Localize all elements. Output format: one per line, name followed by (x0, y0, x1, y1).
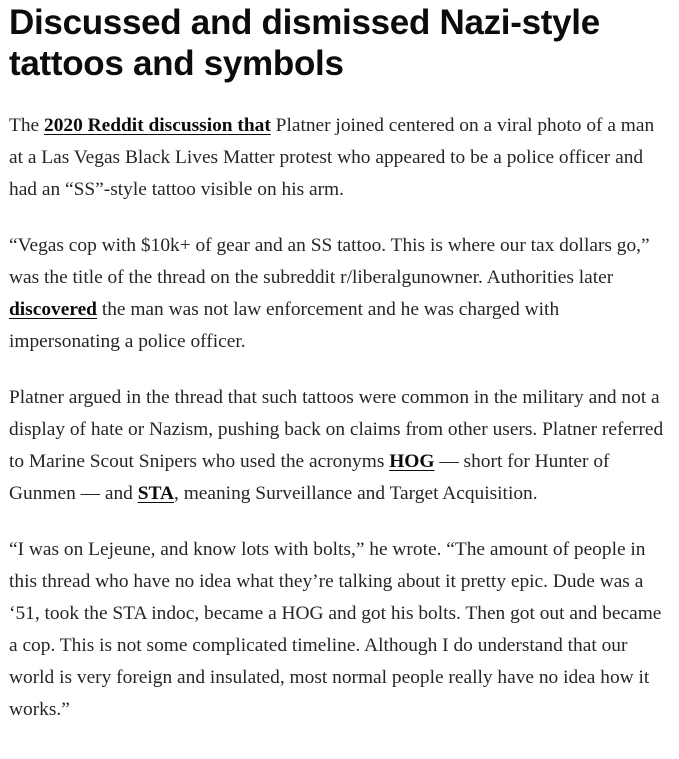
paragraph-text: the man was not law enforcement and he was charged with impersonating a police officer. (9, 299, 560, 352)
paragraph-text: , meaning Surveillance and Target Acquisition. (174, 483, 538, 504)
paragraph-text: “Vegas cop with $10k+ of gear and an SS tattoo. This is where our tax dollars go,” was the title of the thread on the subreddit r/liberalgunowner. Authorities later (9, 235, 650, 288)
paragraph-text: Platner argued in the thread that such tattoos were common in the military and not a display of hate or Nazism, pushing back on claims from other users. Platner referred to Marine Scout Snipers who used the acronyms (9, 387, 664, 472)
hog-link[interactable]: HOG (389, 451, 435, 472)
section-headline: Discussed and dismissed Nazi-style tattoos and symbols (9, 3, 600, 83)
paragraph-text: — short for Hunter of Gunmen — and (9, 451, 610, 504)
reddit-discussion-link[interactable]: 2020 Reddit discussion that (44, 115, 271, 136)
sta-link[interactable]: STA (137, 483, 174, 504)
paragraph-4 (9, 534, 671, 726)
paragraph-text: “I was on Lejeune, and know lots with bolts,” he wrote. “The amount of people in this thread who have no idea what they’re talking about it pretty epic. Dude was a ‘51, took the STA indoc, became a HOG and got his bolts. Then got out and became a cop. This is not some complicated timeline. Although I do understand that our world is very foreign and insulated, most normal people really have no idea how it works.” (9, 539, 662, 720)
paragraph-text: Platner joined centered on a viral photo of a man at a Las Vegas Black Lives Matter protest who appeared to be a police officer and had an “SS”-style tattoo visible on his arm. (9, 115, 655, 200)
paragraph-3 (9, 382, 671, 510)
discovered-link[interactable]: discovered (9, 299, 97, 320)
paragraph-2 (9, 230, 671, 358)
paragraph-text: The (9, 115, 44, 136)
paragraph-1 (9, 110, 671, 206)
